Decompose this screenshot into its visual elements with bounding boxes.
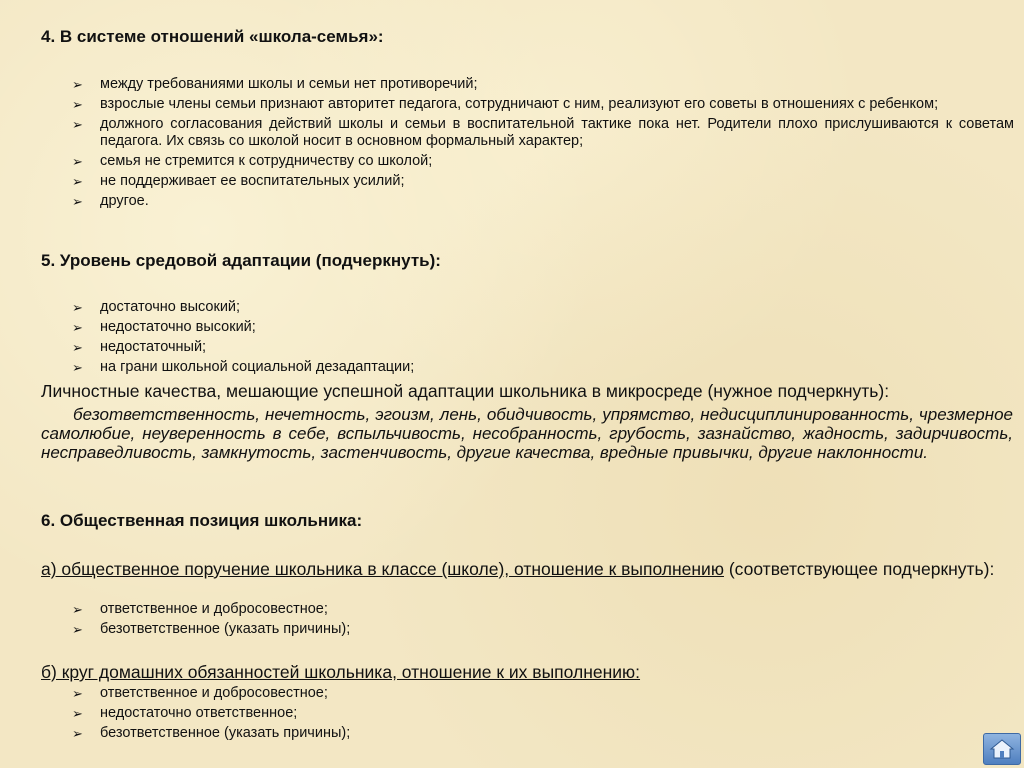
list-item: ➢ ответственное и добросовестное; <box>72 685 328 701</box>
section4-list <box>72 76 1014 213</box>
arrow-bullet-icon: ➢ <box>72 194 83 209</box>
list-item: ➢ недостаточный; <box>72 339 207 355</box>
arrow-bullet-icon: ➢ <box>72 602 83 617</box>
list-item: ➢ недостаточно высокий; <box>72 319 256 335</box>
list-item: ➢ на грани школьной социальной дезадаптации; <box>72 359 415 375</box>
list-item: ➢ ответственное и добросовестное; <box>72 601 328 617</box>
arrow-bullet-icon: ➢ <box>72 154 83 169</box>
section6-heading: 6. Общественная позиция школьника: <box>41 511 363 530</box>
arrow-bullet-icon: ➢ <box>72 77 83 92</box>
arrow-bullet-icon: ➢ <box>72 320 83 335</box>
arrow-bullet-icon: ➢ <box>72 622 83 637</box>
arrow-bullet-icon: ➢ <box>72 360 83 375</box>
section5-heading: 5. Уровень средовой адаптации (подчеркнуть): <box>41 251 441 270</box>
arrow-bullet-icon: ➢ <box>72 726 83 741</box>
list-item: ➢ взрослые члены семьи признают авторитет педагога, сотрудничают с ним, реализуют его советы в отношениях с ребенком; <box>72 96 939 112</box>
list-item: ➢ должного согласования действий школы и семьи в воспитательной тактике пока нет. Родители плохо прислушиваются к советам педагога. Их связь со школой носит в основном формальный характер; <box>72 116 1014 149</box>
section4-heading: 4. В системе отношений «школа-семья»: <box>41 27 384 46</box>
list-item: ➢ между требованиями школы и семьи нет противоречий; <box>72 76 478 92</box>
section6-b-underlined: б) круг домашних обязанностей школьника, отношение к их выполнению: <box>41 662 641 682</box>
home-button[interactable] <box>983 733 1021 765</box>
list-item: ➢ другое. <box>72 193 149 209</box>
qualities-title: Личностные качества, мешающие успешной адаптации школьника в микросреде (нужное подчеркнуть): <box>41 381 890 401</box>
qualities-list: безответственность, нечетность, эгоизм, лень, обидчивость, упрямство, недисциплинированность, чрезмерное самолюбие, неуверенность в себе, вспыльчивость, несобранность, грубость, зазнайство, жадность, задирчивость, несправедливость, замкнутость, застенчивость, другие качества, вредные привычки, другие наклонности. <box>41 405 1013 462</box>
arrow-bullet-icon: ➢ <box>72 97 83 112</box>
home-icon <box>989 738 1015 760</box>
arrow-bullet-icon: ➢ <box>72 117 83 132</box>
list-item: ➢ не поддерживает ее воспитательных усилий; <box>72 173 405 189</box>
list-item: ➢ безответственное (указать причины); <box>72 725 351 741</box>
section6-a-underlined: а) общественное поручение школьника в классе (школе), отношение к выполнению <box>41 559 724 579</box>
list-item: ➢ недостаточно ответственное; <box>72 705 298 721</box>
arrow-bullet-icon: ➢ <box>72 340 83 355</box>
arrow-bullet-icon: ➢ <box>72 174 83 189</box>
list-item: ➢ безответственное (указать причины); <box>72 621 351 637</box>
list-item: ➢ семья не стремится к сотрудничеству со школой; <box>72 153 433 169</box>
section5-list <box>72 299 1014 379</box>
arrow-bullet-icon: ➢ <box>72 300 83 315</box>
section6-a-title <box>41 559 1013 579</box>
section6-b-title <box>41 662 1013 682</box>
section6-b-list <box>72 685 1014 745</box>
section6-a-list <box>72 601 1014 641</box>
arrow-bullet-icon: ➢ <box>72 706 83 721</box>
section6-a-rest: (соответствующее подчеркнуть): <box>723 559 995 579</box>
arrow-bullet-icon: ➢ <box>72 686 83 701</box>
list-item: ➢ достаточно высокий; <box>72 299 241 315</box>
